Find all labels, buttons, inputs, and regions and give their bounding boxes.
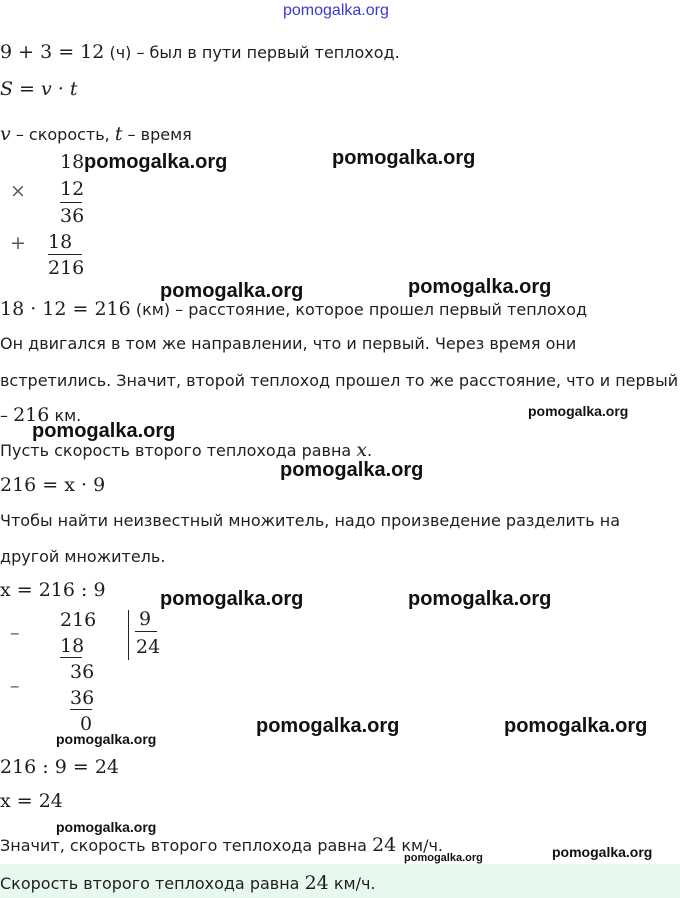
var-v: v xyxy=(0,123,11,145)
equation-4: x = 24 xyxy=(0,790,63,812)
div-rule-2 xyxy=(70,709,92,710)
answer-unit: км/ч. xyxy=(328,874,376,893)
div-divisor: 9 xyxy=(139,608,152,630)
mul-factor-b: 12 xyxy=(60,178,85,200)
var-t: t xyxy=(114,123,123,145)
p3-unit: км. xyxy=(49,406,82,425)
watermark: pomogalka.org xyxy=(32,420,176,442)
mul-sign: × xyxy=(10,180,26,202)
answer-number: 24 xyxy=(304,872,329,894)
watermark: pomogalka.org xyxy=(280,459,424,481)
formula-distance: S = v · t xyxy=(0,78,78,100)
div-remainder-1: 36 xyxy=(70,661,95,683)
answer-line xyxy=(0,873,376,894)
line-conclusion xyxy=(0,835,443,856)
watermark: pomogalka.org xyxy=(528,403,629,419)
text-time-desc: (ч) – был в пути первый теплоход. xyxy=(104,43,400,62)
paragraph-line-2: встретились. Значит, второй теплоход прошел то же расстояние, что и первый xyxy=(0,371,679,390)
div-dividend: 216 xyxy=(60,609,97,631)
div-subtrahend-2: 36 xyxy=(70,687,95,709)
add-sign: + xyxy=(10,232,26,254)
var-v-desc: – скорость, xyxy=(10,125,115,144)
watermark: pomogalka.org xyxy=(56,819,157,835)
math-distance: 18 · 12 = 216 xyxy=(0,298,131,320)
math-time-sum: 9 + 3 = 12 xyxy=(0,41,105,63)
mul-result: 216 xyxy=(48,257,85,279)
paragraph-line-1: Он двигался в том же направлении, что и первый. Через время они xyxy=(0,334,577,353)
equation-3: 216 : 9 = 24 xyxy=(0,756,120,778)
site-header-logo[interactable]: pomogalka.org xyxy=(283,2,389,19)
conclusion-unit: км/ч. xyxy=(396,836,443,855)
watermark: pomogalka.org xyxy=(56,731,157,747)
watermark: pomogalka.org xyxy=(160,588,304,610)
watermark: pomogalka.org xyxy=(84,151,228,173)
mul-partial-1: 36 xyxy=(60,205,85,227)
watermark: pomogalka.org xyxy=(504,715,648,737)
let-dot: . xyxy=(367,441,373,460)
div-remainder-2: 0 xyxy=(80,713,93,735)
p3-dash: – xyxy=(0,406,14,425)
answer-text: Скорость второго теплохода равна xyxy=(0,874,305,893)
div-bracket-vertical xyxy=(128,610,129,660)
mul-rule-1 xyxy=(60,202,82,203)
conclusion-number: 24 xyxy=(372,834,397,856)
watermark: pomogalka.org xyxy=(332,147,476,169)
watermark: pomogalka.org xyxy=(408,588,552,610)
let-var: x xyxy=(356,439,368,461)
div-bracket-horizontal xyxy=(135,631,157,632)
div-rule-1 xyxy=(60,657,82,658)
line-first-ship-time xyxy=(0,42,400,63)
p3-number: 216 xyxy=(13,404,50,426)
watermark: pomogalka.org xyxy=(552,844,653,860)
line-variables xyxy=(0,124,192,145)
conclusion-text: Значит, скорость второго теплохода равна xyxy=(0,836,373,855)
mul-rule-2 xyxy=(48,254,82,255)
watermark: pomogalka.org xyxy=(256,715,400,737)
watermark: pomogalka.org xyxy=(404,852,483,864)
equation-1: 216 = x · 9 xyxy=(0,474,106,496)
text-distance-desc: (км) – расстояние, которое прошел первый теплоход xyxy=(130,300,587,319)
watermark: pomogalka.org xyxy=(160,280,304,302)
div-quotient: 24 xyxy=(136,636,161,658)
div-minus-1: – xyxy=(10,622,20,644)
watermark: pomogalka.org xyxy=(408,276,552,298)
rule-line-2: другой множитель. xyxy=(0,547,166,566)
div-minus-2: – xyxy=(10,675,20,697)
mul-factor-a: 18 xyxy=(60,151,85,173)
div-subtrahend-1: 18 xyxy=(60,635,85,657)
equation-2: x = 216 : 9 xyxy=(0,579,106,601)
mul-partial-2: 18 xyxy=(48,231,73,253)
var-t-desc: – время xyxy=(122,125,192,144)
let-text: Пусть скорость второго теплохода равна xyxy=(0,441,357,460)
rule-line-1: Чтобы найти неизвестный множитель, надо произведение разделить на xyxy=(0,511,621,530)
line-let-x xyxy=(0,440,372,461)
